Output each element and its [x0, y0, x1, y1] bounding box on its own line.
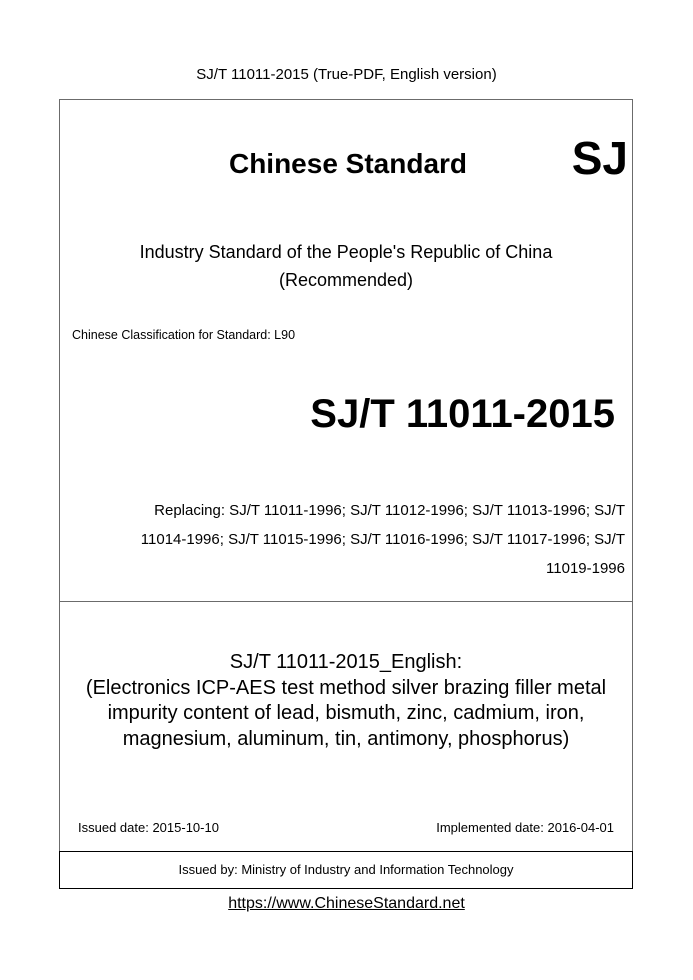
issued-by-text: Issued by: Ministry of Industry and Information Technology [178, 862, 514, 877]
issued-date: Issued date: 2015-10-10 [78, 820, 219, 835]
implemented-date: Implemented date: 2016-04-01 [436, 820, 614, 835]
industry-standard-line: Industry Standard of the People's Republic of China [139, 242, 553, 262]
issuer-box [59, 851, 633, 889]
recommended-label: (Recommended) [278, 270, 414, 290]
replacing-block [72, 496, 625, 583]
english-title-line: (Electronics ICP-AES test method silver brazing filler metal [85, 676, 607, 699]
english-title-block [59, 650, 633, 752]
classification-text: Chinese Classification for Standard: L90 [72, 328, 296, 342]
english-title-line: magnesium, aluminum, tin, antimony, phosphorus) [122, 727, 570, 750]
replacing-line: 11019-1996 [546, 560, 625, 577]
english-title-line: SJ/T 11011-2015_English: [229, 651, 463, 673]
cover-frame [59, 99, 633, 889]
english-title-line: impurity content of lead, bismuth, zinc, cadmium, iron, [107, 702, 585, 724]
standard-mark: SJ [571, 132, 628, 184]
document-header: SJ/T 11011-2015 (True-PDF, English version) [196, 66, 497, 83]
standard-type-title: Chinese Standard [228, 148, 468, 179]
standard-code: SJ/T 11011-2015 [310, 392, 615, 436]
section-divider [59, 601, 633, 602]
website-link[interactable]: https://www.ChineseStandard.net [228, 895, 465, 912]
replacing-line: 11014-1996; SJ/T 11015-1996; SJ/T 11016-1996; SJ/T 11017-1996; SJ/T [140, 531, 625, 548]
replacing-line: Replacing: SJ/T 11011-1996; SJ/T 11012-1996; SJ/T 11013-1996; SJ/T [154, 502, 625, 519]
